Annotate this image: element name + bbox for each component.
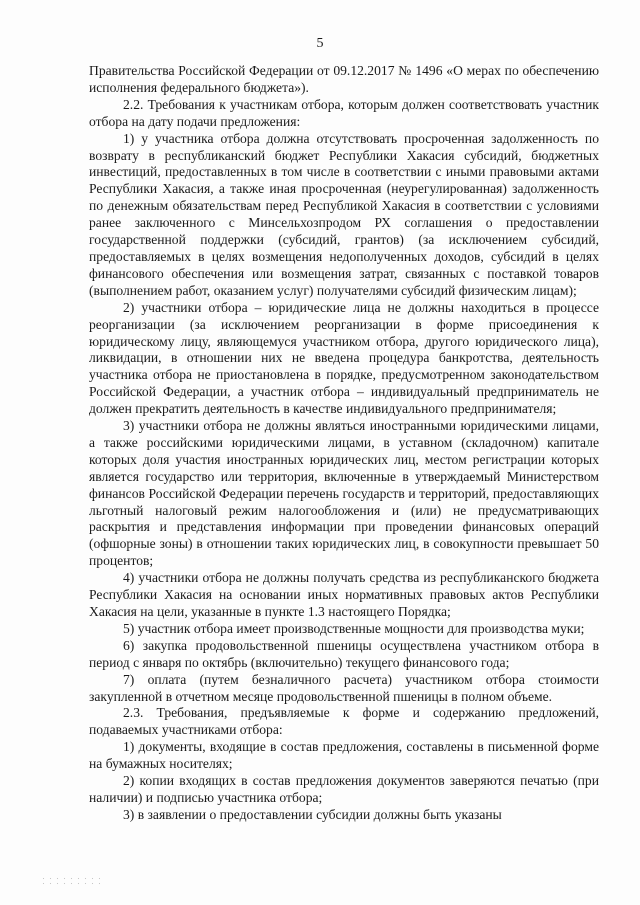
paragraph: 1) документы, входящие в состав предложения, составлены в письменной форме на бумажных носителях; xyxy=(89,739,599,772)
document-body xyxy=(89,63,599,824)
paragraph: 7) оплата (путем безналичного расчета) участником отбора стоимости закупленной в отчетном месяце продовольственной пшеницы в полном объеме. xyxy=(89,671,599,704)
paragraph: 3) участники отбора не должны являться иностранными юридическими лицами, а также российскими юридическими лицами, в уставном (складочном) капитале которых доля участия иностранных юридических лиц, местом регистрации которых является государство или территория, включенные в утверждаемый Министерством финансов Российской Федерации перечень государств и территорий, предоставляющих льготный налоговый режим налогообложения и (или) не предусматривающих раскрытия и представления информации при проведении финансовых операций (офшорные зоны) в отношении таких юридических лиц, в совокупности превышает 50 процентов; xyxy=(89,418,599,569)
scan-artifact xyxy=(40,876,100,886)
page-number: 5 xyxy=(316,36,324,51)
paragraph: Правительства Российской Федерации от 09.12.2017 № 1496 «О мерах по обеспечению исполнения федерального бюджета»). xyxy=(89,63,599,95)
paragraph: 6) закупка продовольственной пшеницы осуществлена участником отбора в период с января по октябрь (включительно) текущего финансового года; xyxy=(89,637,599,670)
paragraph: 3) в заявлении о предоставлении субсидии должны быть указаны xyxy=(123,806,502,822)
paragraph: 1) у участника отбора должна отсутствовать просроченная задолженность по возврату в республиканский бюджет Республики Хакасия субсидий, бюджетных инвестиций, предоставленных в том числе в соответствии с иными правовыми актами Республики Хакасия, а также иная просроченная (неурегулированная) задолженность по денежным обязательствам перед Республикой Хакасия в соответствии с условиями ранее заключенного с Минсельхозпродом РХ соглашения о предоставлении государственной поддержки (субсидий, грантов) (за исключением субсидий, предоставляемых в целях возмещения недополученных доходов, субсидий в целях финансового обеспечения или возмещения затрат, связанных с поставкой товаров (выполнением работ, оказанием услуг) получателями субсидий физическим лицам); xyxy=(89,130,599,298)
paragraph: 2.2. Требования к участникам отбора, которым должен соответствовать участник отбора на дату подачи предложения: xyxy=(89,96,599,129)
paragraph: 2) участники отбора – юридические лица не должны находиться в процессе реорганизации (за исключением реорганизации в форме присоединения к юридическому лицу, являющемуся участником отбора, другого юридического лица), ликвидации, в отношении них не введена процедура банкротства, деятельность участника отбора не приостановлена в порядке, предусмотренном законодательством Российской Федерации, а участник отбора – индивидуальный предприниматель не должен прекратить деятельность в качестве индивидуального предпринимателя; xyxy=(89,299,599,417)
paragraph: 2) копии входящих в состав предложения документов заверяются печатью (при наличии) и подписью участника отбора; xyxy=(89,773,599,805)
paragraph: 4) участники отбора не должны получать средства из республиканского бюджета Республики Хакасия на основании иных нормативных правовых актов Республики Хакасия на цели, указанные в пункте 1.3 настоящего Порядка; xyxy=(89,570,599,619)
paragraph: 2.3. Требования, предъявляемые к форме и содержанию предложений, подаваемых участниками отбора: xyxy=(89,705,599,738)
paragraph: 5) участник отбора имеет производственные мощности для производства муки; xyxy=(123,620,585,636)
